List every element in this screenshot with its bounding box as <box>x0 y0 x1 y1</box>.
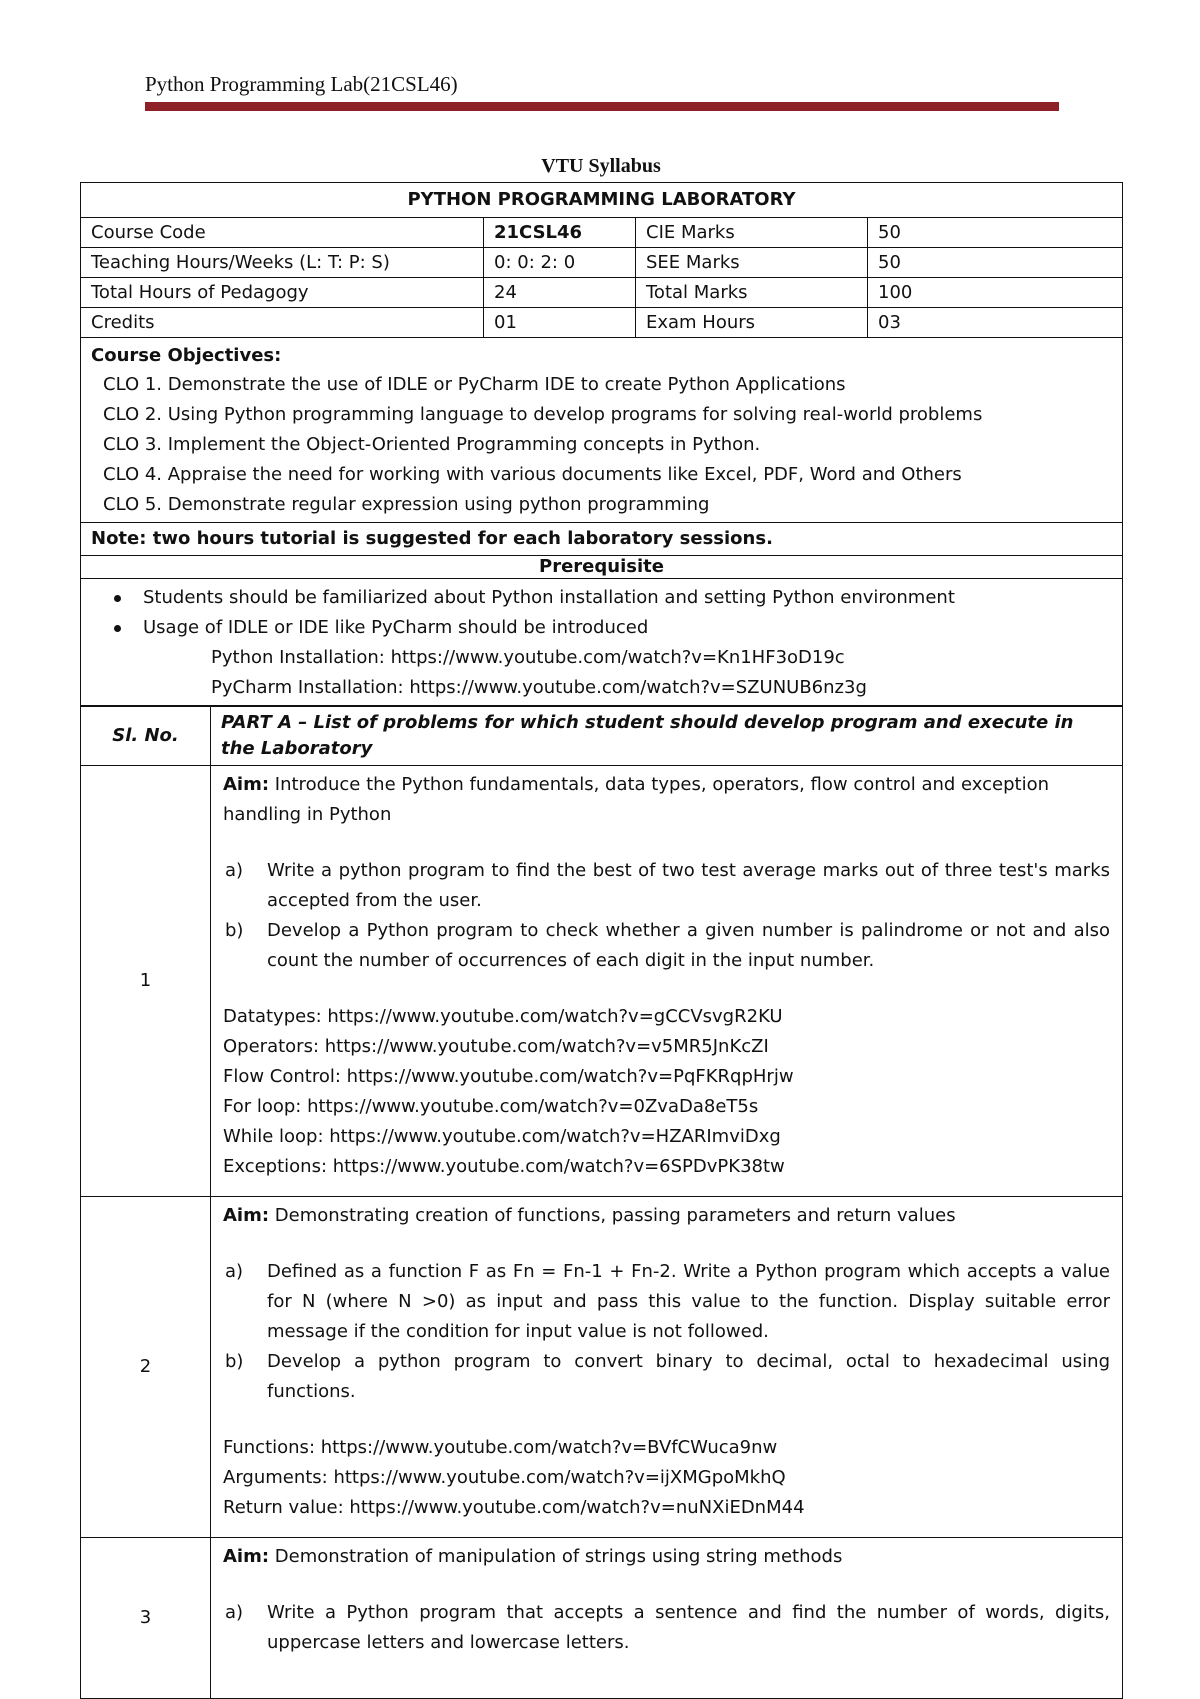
programs-table <box>80 706 1123 1699</box>
bullet-text: Students should be familiarized about Python installation and setting Python environment <box>143 587 955 608</box>
question-text: Write a Python program that accepts a sentence and find the number of words, digits, uppercase letters and lowercase letters. <box>267 1602 1110 1653</box>
table-title: PYTHON PROGRAMMING LABORATORY <box>81 183 1123 218</box>
question <box>223 1257 1110 1347</box>
video-link[interactable]: Flow Control: https://www.youtube.com/watch?v=PqFKRqpHrjw <box>223 1066 794 1087</box>
installation-link[interactable]: PyCharm Installation: https://www.youtube.com/watch?v=SZUNUB6nz3g <box>211 677 867 698</box>
video-link[interactable]: For loop: https://www.youtube.com/watch?v=0ZvaDa8eT5s <box>223 1096 759 1117</box>
aim-text: Demonstrating creation of functions, passing parameters and return values <box>269 1205 956 1226</box>
program-aim <box>223 1542 1110 1572</box>
question-label: b) <box>225 1351 244 1372</box>
syllabus-document <box>80 182 1122 1699</box>
course-info-table <box>80 182 1123 706</box>
clo-item: CLO 1. Demonstrate the use of IDLE or PyCharm IDE to create Python Applications <box>103 374 846 395</box>
prerequisite-heading: Prerequisite <box>81 556 1123 579</box>
aim-label: Aim: <box>223 774 270 795</box>
header-rule <box>145 102 1059 111</box>
info-label: Credits <box>81 308 484 338</box>
prerequisite-bullet <box>91 583 1112 613</box>
bullet-icon <box>114 595 121 602</box>
info-label: Course Code <box>81 218 484 248</box>
question-text: Develop a Python program to check whether a given number is palindrome or not and also count the number of occurrences of each digit in the input number. <box>267 920 1110 971</box>
info-row <box>81 218 1123 248</box>
aim-label: Aim: <box>223 1546 270 1567</box>
info-value: 21CSL46 <box>484 218 636 248</box>
program-content <box>211 766 1123 1197</box>
clo-item: CLO 3. Implement the Object-Oriented Programming concepts in Python. <box>103 434 761 455</box>
question-label: a) <box>225 1602 244 1623</box>
bullet-icon <box>114 625 121 632</box>
program-number: 3 <box>81 1538 211 1699</box>
program-number: 1 <box>81 766 211 1197</box>
program-content <box>211 1538 1123 1699</box>
question-label: b) <box>225 920 244 941</box>
info-row <box>81 278 1123 308</box>
info-value: 50 <box>868 248 1123 278</box>
info-row <box>81 248 1123 278</box>
question-text: Write a python program to find the best of two test average marks out of three test's marks accepted from the user. <box>267 860 1110 911</box>
aim-text: Introduce the Python fundamentals, data types, operators, flow control and exception handling in Python <box>223 774 1050 825</box>
question-text: Develop a python program to convert binary to decimal, octal to hexadecimal using functions. <box>267 1351 1110 1402</box>
question <box>223 916 1110 976</box>
info-label: CIE Marks <box>636 218 868 248</box>
question <box>223 1598 1110 1658</box>
bullet-text: Usage of IDLE or IDE like PyCharm should be introduced <box>143 617 649 638</box>
info-value: 01 <box>484 308 636 338</box>
course-objectives <box>81 338 1123 523</box>
prerequisite-bullet <box>91 613 1112 643</box>
info-value: 50 <box>868 218 1123 248</box>
video-link[interactable]: Functions: https://www.youtube.com/watch?v=BVfCWuca9nw <box>223 1437 778 1458</box>
video-link[interactable]: While loop: https://www.youtube.com/watch?v=HZARImviDxg <box>223 1126 781 1147</box>
info-label: Total Marks <box>636 278 868 308</box>
info-value: 03 <box>868 308 1123 338</box>
program-number: 2 <box>81 1197 211 1538</box>
question <box>223 1347 1110 1407</box>
program-content <box>211 1197 1123 1538</box>
question-text: Defined as a function F as Fn = Fn-1 + Fn-2. Write a Python program which accepts a value for N (where N >0) as input and pass this value to the function. Display suitable error message if the condition for input value is not followed. <box>267 1261 1110 1342</box>
prerequisite-body <box>81 579 1123 706</box>
program-row <box>81 766 1123 1197</box>
clo-item: CLO 5. Demonstrate regular expression using python programming <box>103 494 710 515</box>
video-link[interactable]: Arguments: https://www.youtube.com/watch?v=ijXMGpoMkhQ <box>223 1467 786 1488</box>
aim-text: Demonstration of manipulation of strings using string methods <box>269 1546 843 1567</box>
part-a-heading: PART A – List of problems for which student should develop program and execute in the Laboratory <box>211 707 1123 766</box>
info-value: 100 <box>868 278 1123 308</box>
info-value: 24 <box>484 278 636 308</box>
clo-item: CLO 4. Appraise the need for working with various documents like Excel, PDF, Word and Others <box>103 464 962 485</box>
program-aim <box>223 1201 1110 1231</box>
program-row <box>81 1538 1123 1699</box>
info-label: Exam Hours <box>636 308 868 338</box>
info-label: Teaching Hours/Weeks (L: T: P: S) <box>81 248 484 278</box>
info-value: 0: 0: 2: 0 <box>484 248 636 278</box>
objectives-heading: Course Objectives: <box>91 345 282 366</box>
aim-label: Aim: <box>223 1205 270 1226</box>
video-link[interactable]: Operators: https://www.youtube.com/watch?v=v5MR5JnKcZI <box>223 1036 769 1057</box>
video-link[interactable]: Exceptions: https://www.youtube.com/watch?v=6SPDvPK38tw <box>223 1156 785 1177</box>
info-row <box>81 308 1123 338</box>
tutorial-note: Note: two hours tutorial is suggested for each laboratory sessions. <box>81 523 1123 556</box>
syllabus-title: VTU Syllabus <box>541 155 661 177</box>
clo-item: CLO 2. Using Python programming language to develop programs for solving real-world problems <box>103 404 983 425</box>
sl-no-header: Sl. No. <box>81 707 211 766</box>
question-label: a) <box>225 860 244 881</box>
program-row <box>81 1197 1123 1538</box>
video-link[interactable]: Return value: https://www.youtube.com/watch?v=nuNXiEDnM44 <box>223 1497 805 1518</box>
program-aim <box>223 770 1110 830</box>
question <box>223 856 1110 916</box>
question-label: a) <box>225 1261 244 1282</box>
info-label: Total Hours of Pedagogy <box>81 278 484 308</box>
running-header: Python Programming Lab(21CSL46) <box>145 72 458 96</box>
video-link[interactable]: Datatypes: https://www.youtube.com/watch?v=gCCVsvgR2KU <box>223 1006 783 1027</box>
installation-link[interactable]: Python Installation: https://www.youtube.com/watch?v=Kn1HF3oD19c <box>211 647 845 668</box>
info-label: SEE Marks <box>636 248 868 278</box>
